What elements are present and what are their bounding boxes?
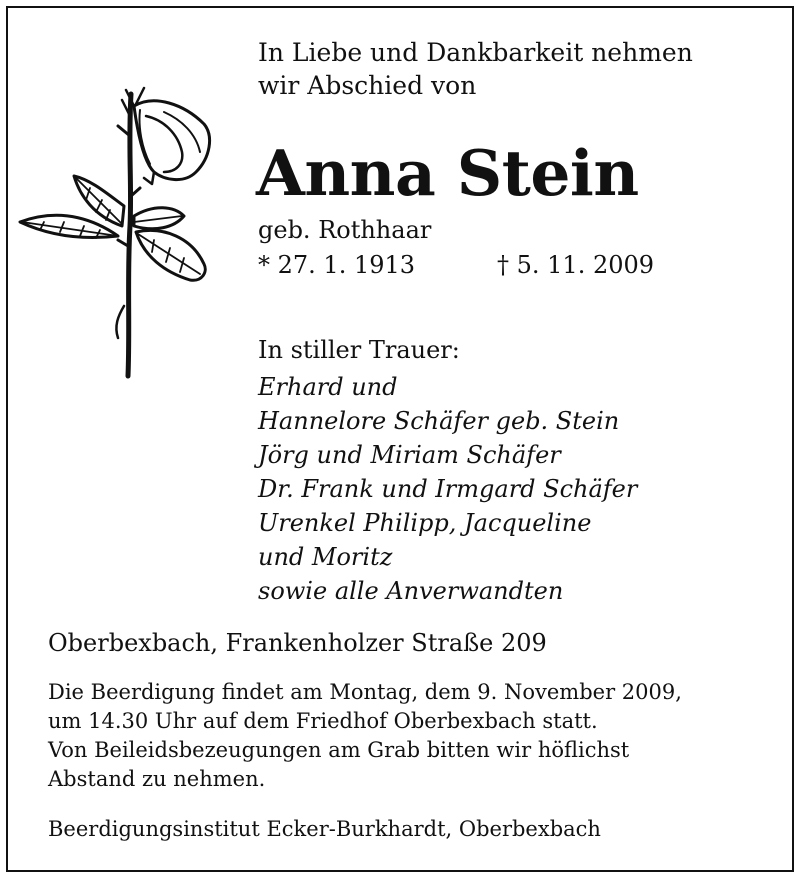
mourner-line: und Moritz	[258, 543, 393, 571]
mourning-heading: In stiller Trauer:	[258, 336, 460, 364]
mourner-line: Erhard und	[258, 373, 398, 401]
rose-icon	[14, 76, 224, 386]
death-date: † 5. 11. 2009	[497, 251, 655, 279]
mourner-line: Urenkel Philipp, Jacqueline	[258, 509, 592, 537]
birth-date: * 27. 1. 1913	[258, 251, 416, 279]
funeral-details	[48, 678, 682, 794]
maiden-name: geb. Rothhaar	[258, 216, 432, 244]
mourner-line: Dr. Frank und Irmgard Schäfer	[258, 475, 638, 503]
intro-text	[258, 36, 693, 102]
funeral-line: Von Beileidsbezeugungen am Grab bitten wir höflichst	[48, 738, 630, 762]
mourner-line: Jörg und Miriam Schäfer	[258, 441, 561, 469]
mourner-line: sowie alle Anverwandten	[258, 577, 564, 605]
address: Oberbexbach, Frankenholzer Straße 209	[48, 629, 547, 657]
intro-line: wir Abschied von	[258, 71, 477, 100]
funeral-line: Die Beerdigung findet am Montag, dem 9. November 2009,	[48, 680, 682, 704]
intro-line: In Liebe und Dankbarkeit nehmen	[258, 38, 693, 67]
funeral-line: Abstand zu nehmen.	[48, 767, 266, 791]
undertaker: Beerdigungsinstitut Ecker-Burkhardt, Oberbexbach	[48, 817, 601, 841]
deceased-name: Anna Stein	[256, 136, 639, 210]
mourners-list	[258, 370, 637, 608]
mourner-line: Hannelore Schäfer geb. Stein	[258, 407, 620, 435]
funeral-line: um 14.30 Uhr auf dem Friedhof Oberbexbach statt.	[48, 709, 598, 733]
